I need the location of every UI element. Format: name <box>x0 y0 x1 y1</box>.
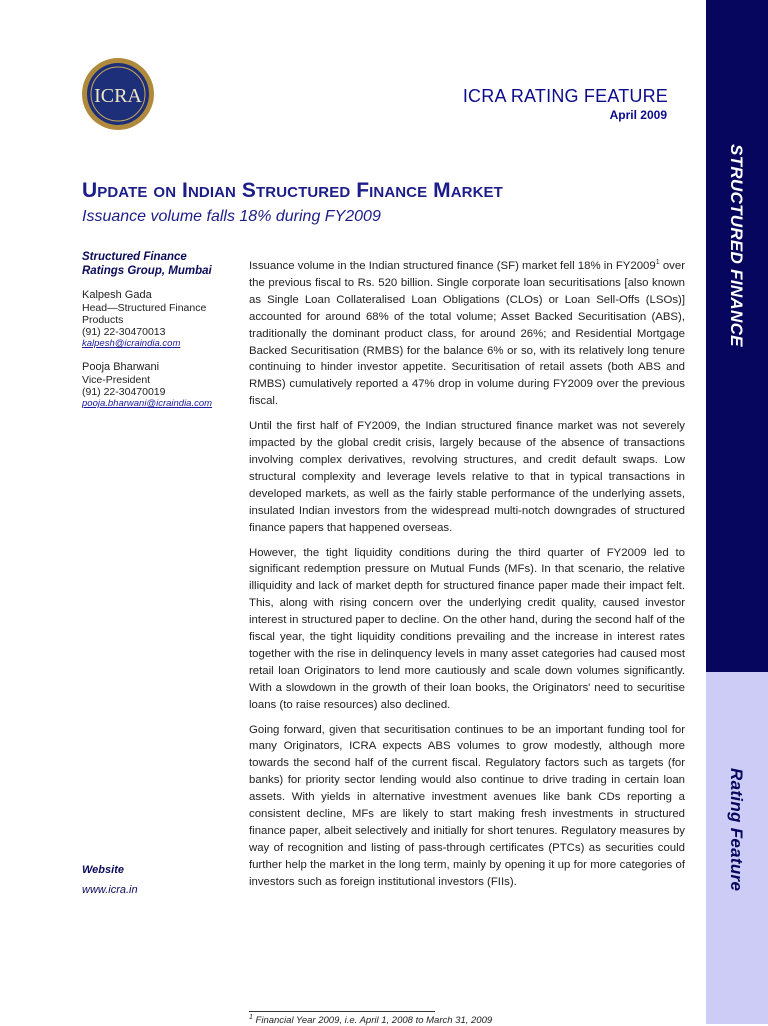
icra-logo-inner <box>87 63 149 125</box>
body-paragraph <box>249 258 685 410</box>
website-label: Website <box>82 864 124 876</box>
feature-date: April 2009 <box>609 108 667 122</box>
body-paragraph: However, the tight liquidity conditions during the third quarter of FY2009 led to significant redemption pressure on Mutual Funds (MFs). In that scenario, the relative illiquidity and lack of market depth for structured finance paper made their impact felt. This, along with rising concern over the underlying credit quality, caused investor interest in structured paper to decline. On the other hand, during the second half of the fiscal year, the tight liquidity conditions prevailing and the increase in interest rates together with the rise in delinquency levels in many asset categories had caused most retail loan Originators to lend more cautiously and scale down volumes significantly. With a slowdown in the growth of their loan books, the Originators' need to securitise loans (to raise resources) also declined. <box>249 546 685 711</box>
icra-logo <box>82 58 154 130</box>
contacts-panel <box>82 250 222 421</box>
sidebar-type-label: Rating Feature <box>727 768 746 892</box>
analyst-email-link[interactable]: pooja.bharwani@icraindia.com <box>82 398 213 409</box>
feature-title: ICRA RATING FEATURE <box>462 86 668 106</box>
ratings-group-name: Structured Finance Ratings Group, Mumbai <box>82 251 212 277</box>
analyst-role: Vice-President <box>82 374 151 386</box>
body-paragraph: Until the first half of FY2009, the Indian structured finance market was not severely impacted by the global credit crisis, largely because of the absence of transactions involving complex derivatives, revolving structures, and credit default swaps. Low structural complexity and leverage levels relative to that in typical transactions in developed markets, as well as the fairly stable performance of the underlying assets, insulated Indian investors from the widespread multi-notch downgrades of structured finance papers that happened overseas. <box>249 420 685 534</box>
analyst-contact <box>82 361 222 410</box>
footnote-text: Financial Year 2009, i.e. April 1, 2008 to March 31, 2009 <box>252 1015 493 1026</box>
icra-logo-text: ICRA <box>94 85 142 107</box>
footnote-ref: 1 <box>655 259 660 267</box>
body-text: Issuance volume in the Indian structured finance (SF) market fell 18% in FY2009 <box>249 260 656 272</box>
sidebar-bottom-band <box>706 672 768 1024</box>
analyst-phone: (91) 22-30470019 <box>82 386 166 398</box>
analyst-name: Pooja Bharwani <box>82 361 160 373</box>
analyst-name: Kalpesh Gada <box>82 289 152 301</box>
body-text: over the previous fiscal to Rs. 520 billion. Single corporate loan securitisations [also known as Single Loan Collateralised Loan Obligations (CLOs) or Loan Sell-Offs (LSOs)] accounted for around 68% of the total volume; Asset Backed Securitisation (ABS), traditionally the dominant product class, for around 26%; and Residential Mortgage Backed Securitisation (RMBS) for the balance 6% or so, with its relatively long tenure continuing to hinder investor appetite. Securitisation of retail assets (both ABS and RMBS) cumulatively reported a 47% drop in volume during FY2009 over the previous fiscal. <box>249 260 685 408</box>
footnote-divider <box>249 1011 435 1012</box>
page-title: Update on Indian Structured Finance Market <box>82 179 503 202</box>
icra-monogram-icon <box>87 63 149 125</box>
analyst-role: Head—Structured Finance Products <box>82 302 207 326</box>
website-link[interactable]: www.icra.in <box>82 884 138 896</box>
body-paragraph: Going forward, given that securitisation continues to be an important funding tool for many Originators, ICRA expects ABS volumes to grow modestly, although more towards the second half of the current fiscal. Regulatory factors such as targets (for banks) for priority sector lending would also continue to drive trading in certain loan assets. With yields in alternative investment avenues like bank CDs reporting a consistent decline, MFs are likely to start making fresh investments in structured finance paper, albeit selectively and initially for short tenures. Regulatory measures by way of recognition and listing of pass-through certificates (PTCs) as securities could further help the market in the long term, mainly by opening it up for more categories of investors such as foreign institutional investors (FIIs). <box>249 723 685 888</box>
footnote-mark: 1 <box>249 1013 253 1021</box>
analyst-phone: (91) 22-30470013 <box>82 326 166 338</box>
page-subtitle: Issuance volume falls 18% during FY2009 <box>82 208 381 225</box>
analyst-contact <box>82 289 222 350</box>
article-body <box>249 258 685 899</box>
sidebar-top-band <box>706 0 768 672</box>
analyst-email-link[interactable]: kalpesh@icraindia.com <box>82 338 181 349</box>
sidebar-section-label: STRUCTURED FINANCE <box>727 144 746 347</box>
footnote <box>249 1015 492 1026</box>
